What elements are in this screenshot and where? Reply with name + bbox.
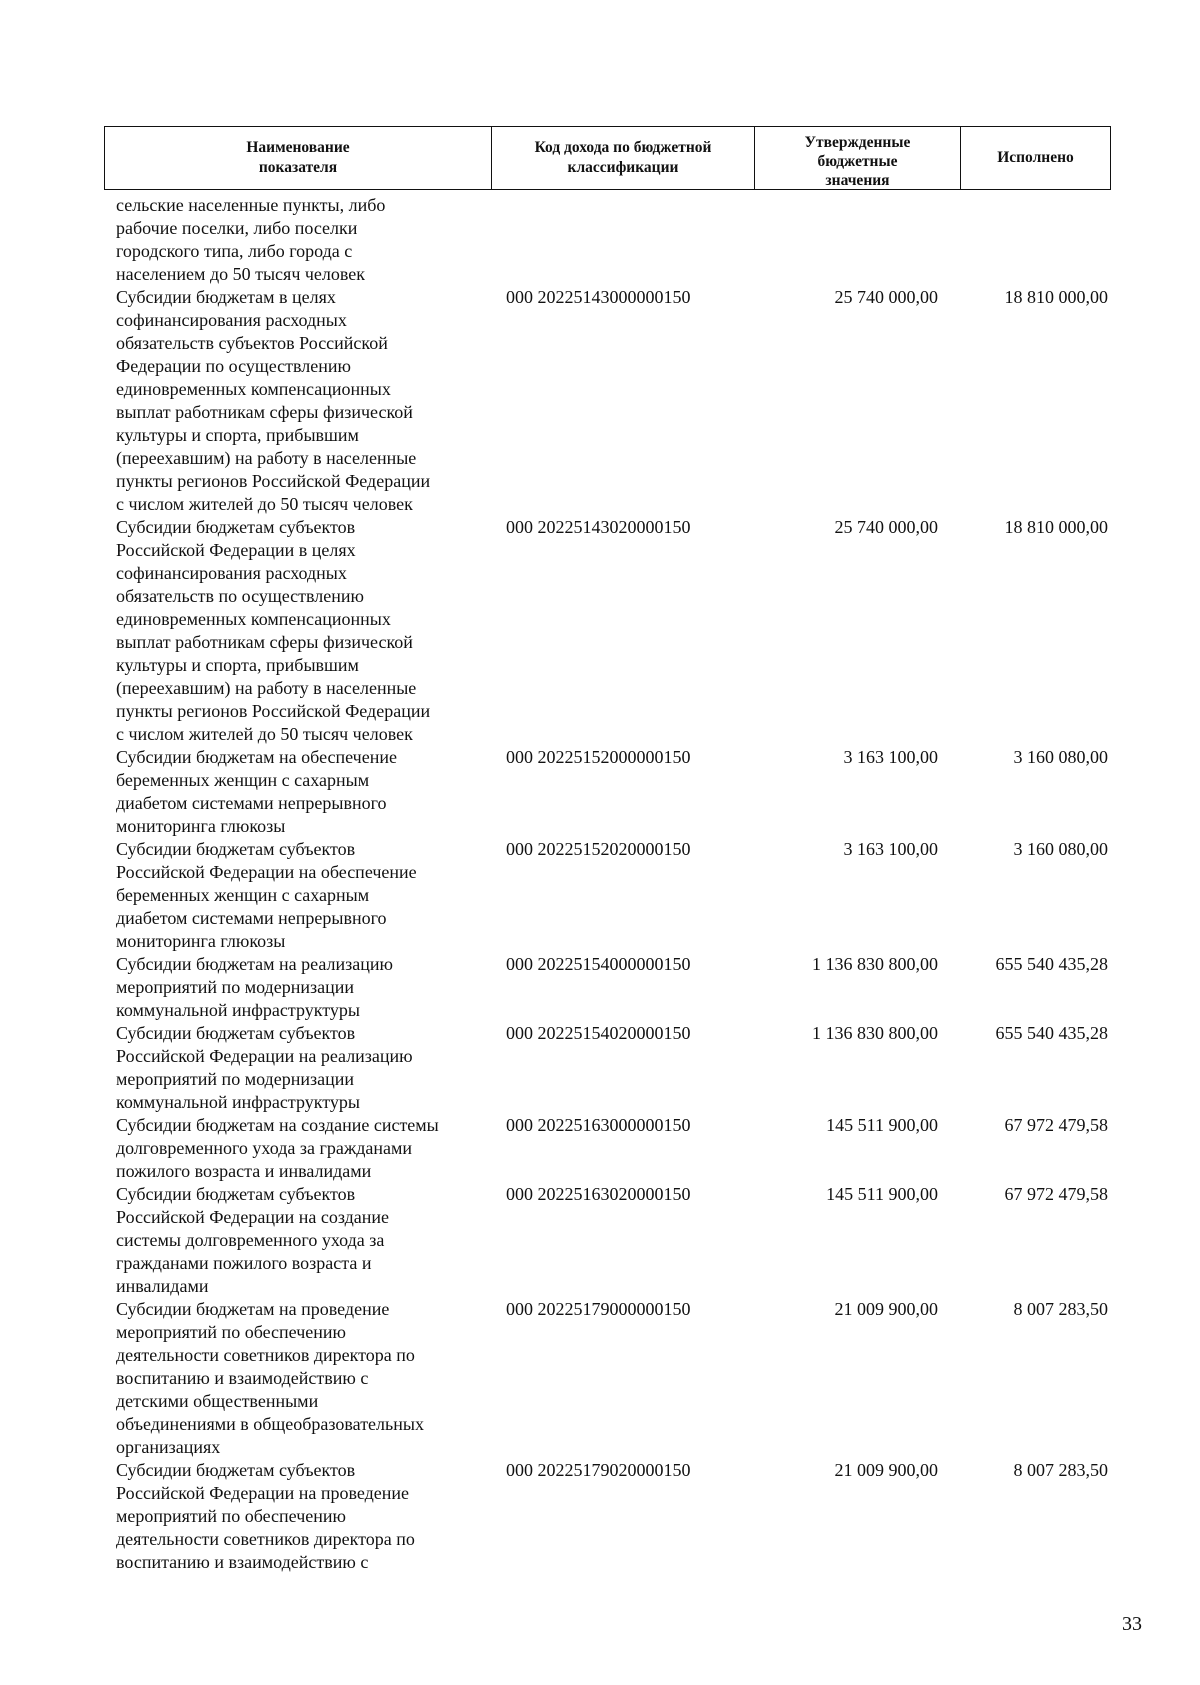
page-number: 33 [1122,1613,1142,1635]
row-executed: 8 007 283,50 [1013,1299,1108,1319]
row-executed: 3 160 080,00 [1013,839,1108,859]
table-row [104,1183,1114,1298]
row-approved: 145 511 900,00 [826,1115,938,1135]
row-code: 000 20225152020000150 [506,839,691,859]
header-name: Наименование показателя [105,127,492,189]
table-row [104,1459,1114,1574]
row-name: Субсидии бюджетам субъектов Российской Федерации на создание системы долговременного ухода за гражданами пожилого возраста и инвалидами [116,1184,390,1296]
table-row [104,194,1114,286]
row-name: Субсидии бюджетам субъектов Российской Федерации на реализацию мероприятий по модернизации коммунальной инфраструктуры [116,1023,413,1112]
row-executed: 18 810 000,00 [1004,287,1108,307]
header-code: Код дохода по бюджетной классификации [492,127,755,189]
row-name: Субсидии бюджетам субъектов Российской Федерации на обеспечение беременных женщин с сахарным диабетом системами непрерывного мониторинга глюкозы [116,839,417,951]
row-approved: 3 163 100,00 [843,747,938,767]
table-body [104,194,1114,1574]
row-executed: 67 972 479,58 [1004,1184,1108,1204]
row-name: Субсидии бюджетам на обеспечение беременных женщин с сахарным диабетом системами непрерывного мониторинга глюкозы [116,747,397,836]
row-code: 000 20225154000000150 [506,954,691,974]
row-name: Субсидии бюджетам на проведение мероприятий по обеспечению деятельности советников директора по воспитанию и взаимодействию с детскими общественными объединениями в общеобразовательных организациях [116,1299,424,1457]
header-executed: Исполнено [997,149,1074,166]
row-approved: 21 009 900,00 [834,1299,938,1319]
row-name: Субсидии бюджетам в целях софинансирования расходных обязательств субъектов Российской Федерации по осуществлению единовременных компенсационных выплат работникам сферы физической культуры и спорта, прибывшим (переехавшим) на работу в населенные пункты регионов Российской Федерации с числом жителей до 50 тысяч человек [116,287,431,514]
row-code [486,194,748,286]
row-name: Субсидии бюджетам на создание системы долговременного ухода за гражданами пожилого возраста и инвалидами [116,1115,439,1181]
row-executed: 655 540 435,28 [995,1023,1108,1043]
row-code: 000 20225143020000150 [506,517,691,537]
row-executed [962,194,1114,286]
table-header [104,126,1111,190]
row-executed: 655 540 435,28 [995,954,1108,974]
row-approved [748,194,962,286]
row-name: Субсидии бюджетам субъектов Российской Федерации в целях софинансирования расходных обязательств по осуществлению единовременных компенсационных выплат работникам сферы физической культуры и спорта, прибывшим (переехавшим) на работу в населенные пункты регионов Российской Федерации с числом жителей до 50 тысяч человек [116,517,431,744]
row-executed: 18 810 000,00 [1004,517,1108,537]
row-approved: 1 136 830 800,00 [812,1023,938,1043]
row-name: сельские населенные пункты, либо рабочие поселки, либо поселки городского типа, либо города с населением до 50 тысяч человек [116,195,386,284]
row-approved: 145 511 900,00 [826,1184,938,1204]
row-executed: 3 160 080,00 [1013,747,1108,767]
row-code: 000 20225154020000150 [506,1023,691,1043]
row-code: 000 20225152000000150 [506,747,691,767]
table-row [104,516,1114,746]
table-row [104,1022,1114,1114]
row-approved: 25 740 000,00 [834,287,938,307]
row-code: 000 20225179000000150 [506,1299,691,1319]
row-code: 000 20225163020000150 [506,1184,691,1204]
row-executed: 8 007 283,50 [1013,1460,1108,1480]
row-approved: 25 740 000,00 [834,517,938,537]
row-name: Субсидии бюджетам субъектов Российской Федерации на проведение мероприятий по обеспечению деятельности советников директора по воспитанию и взаимодействию с [116,1460,415,1572]
table-row [104,953,1114,1022]
table-row [104,838,1114,953]
table-row [104,286,1114,516]
row-code: 000 20225143000000150 [506,287,691,307]
row-executed: 67 972 479,58 [1004,1115,1108,1135]
row-approved: 21 009 900,00 [834,1460,938,1480]
row-approved: 1 136 830 800,00 [812,954,938,974]
table-row [104,1298,1114,1459]
row-approved: 3 163 100,00 [843,839,938,859]
row-code: 000 20225179020000150 [506,1460,691,1480]
row-name: Субсидии бюджетам на реализацию мероприятий по модернизации коммунальной инфраструктуры [116,954,393,1020]
header-approved: Утвержденные бюджетные значения [755,127,961,189]
table-row [104,1114,1114,1183]
row-code: 000 20225163000000150 [506,1115,691,1135]
table-row [104,746,1114,838]
